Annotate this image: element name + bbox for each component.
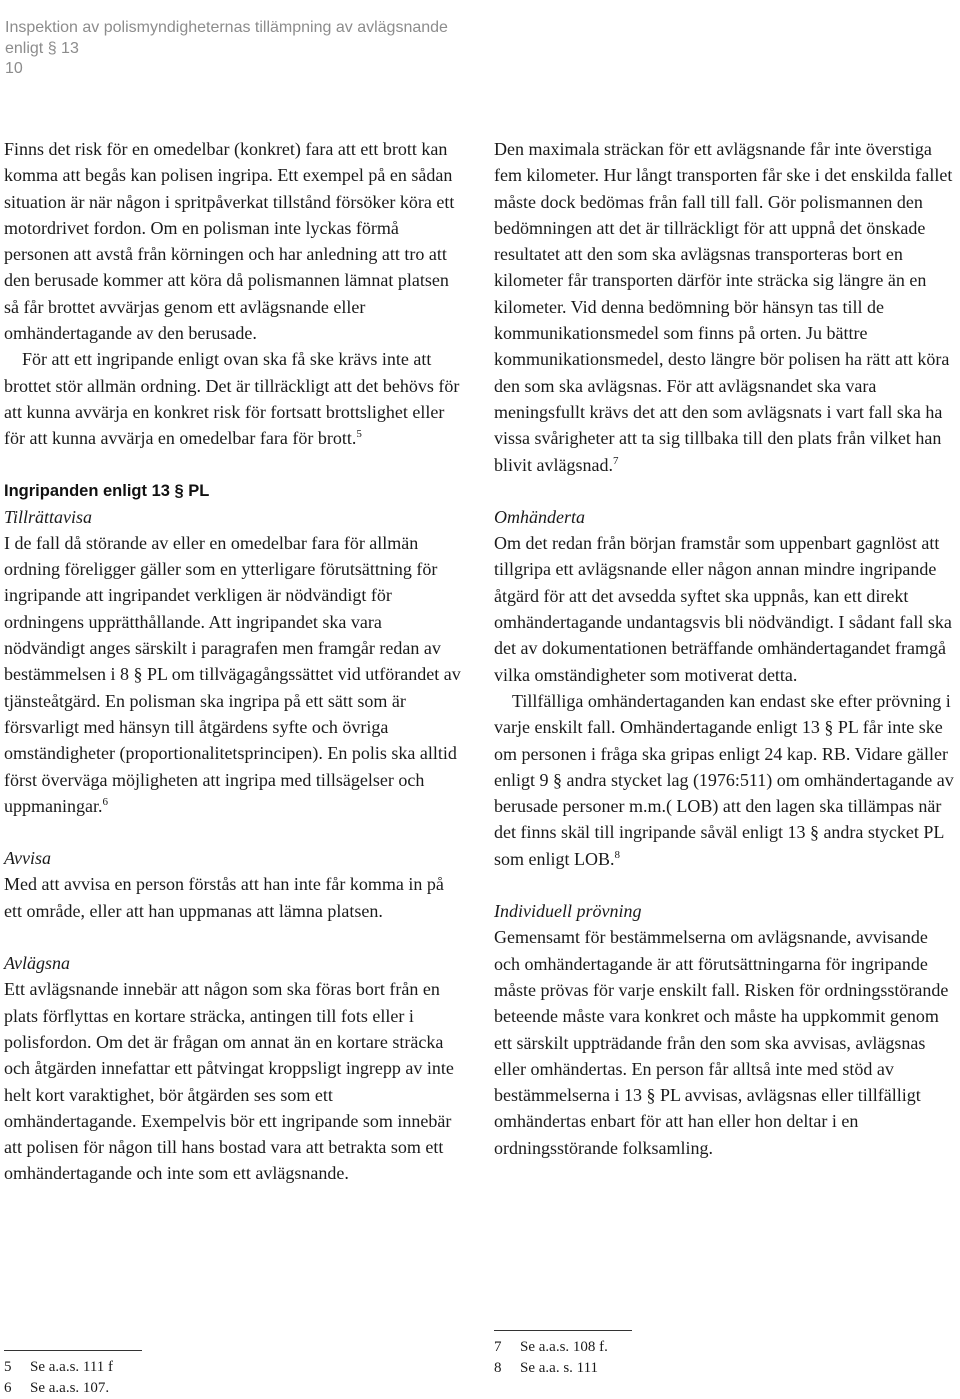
footnote-ref: 8 (614, 848, 620, 861)
footnote: 5 Se a.a.s. 111 f (4, 1359, 114, 1375)
subheading: Tillrättavisa (4, 506, 93, 527)
paragraph: Den maximala sträckan för ett avlägsnande får inte överstiga fem kilometer. Hur långt transporten får ske i det enskilda fallet måste dock bedömas från fall till fall. Gör polismannen den bedömningen att det är tillräckligt för att uppnå det önskade resultatet att den som ska avlägsnas transporteras bort en kilometer får transporten därför inte sträcka sig längre än en kilometer. Vid denna bedömning bör hänsyn tas till de kommunikationsmedel som finns på orten. Ju bättre kommunikationsmedel, desto längre bör polisen ha rätt att köra den som ska avlägsnas. För att avlägsnandet ska vara meningsfullt krävs det att den som avlägsnats i vart fall ska ha vissa svårigheter att ta sig tillbaka till den plats från vilket han blivit avlägsnad.$^7$ (494, 139, 953, 475)
subheading: Individuell prövning (494, 901, 642, 922)
header-title-cont: enligt § 13 (5, 39, 79, 57)
paragraph: I de fall då störande av eller en omedelbar fara för allmän ordning föreligger gäller som en ytterligare förutsättning för ingripande att ingripandet verkligen är nödvändigt för ordningens upprätthållande. Att ingripandet ska vara nödvändigt anges särskilt i paragrafen men framgår redan av bestämmelsen i 8 § PL om tillvägagångssättet vid utförandet av tjänsteåtgärd. En polisman ska ingripa på ett sätt som är försvarligt med hänsyn till åtgärdens syfte och övriga omständigheter (proportionalitetsprincipen). En polis ska alltid först överväga möjligheten att ingripa med tillsägelser och uppmaningar.$^6$ (4, 532, 461, 816)
paragraph: Med att avvisa en person förstås att han inte får komma in på ett område, eller att han uppmanas att lämna platsen. (4, 874, 444, 921)
subheading: Avvisa (4, 848, 51, 869)
paragraph: Ett avlägsnande innebär att någon som ska föras bort från en plats förflyttas en kortare sträcka, antingen till fots eller i polisfordon. Om det är frågan om annat än en kortare sträcka och åtgärden innefattar ett påtvingat kroppsligt ingrepp av inte helt kort varaktighet, bör åtgärden ses som ett omhändertagande. Exempelvis bör ett ingripande som innebär att polisen för någon till hans bostad vara att betrakta som ett omhändertagande och inte som ett avlägsnande. (4, 979, 454, 1184)
footnotes-left (4, 1357, 113, 1399)
footnote-ref: 7 (612, 454, 619, 467)
footnote-ref: 5 (356, 428, 362, 441)
subheading: Omhänderta (494, 506, 585, 527)
footnotes-right (494, 1337, 608, 1379)
subheading: Avlägsna (4, 953, 70, 974)
right-column (494, 136, 956, 1161)
footnote: 8 Se a.a. s. 111 (494, 1360, 599, 1376)
paragraph: För att ett ingripande enligt ovan ska få ske krävs inte att brottet stör allmän ordning. Det är tillräckligt att det behövs för att kunna avvärja en konkret risk för fortsatt brottslighet eller för att kunna avvärja en omedelbar fara för brott.$^5$ (4, 349, 460, 449)
paragraph: Tillfälliga omhändertaganden kan endast ske efter prövning i varje enskilt fall. Omhändertagande enligt 13 § PL får inte ske om personen i fråga ska gripas enligt 24 kap. RB. Vidare gäller enligt 9 § andra stycket lag (1976:511) om omhändertagande av berusade personer m.m.( LOB) att den lagen ska tillämpas när det finns skäl till ingripande såväl enligt 13 § andra stycket PL som enligt LOB.$^8$ (494, 690, 954, 869)
paragraph: Om det redan från början framstår som uppenbart gagnlöst att tillgripa ett avlägsnande eller någon annan mindre ingripande åtgärd för att det avsedda syftet ska uppnås, kan ett direkt omhändertagande undantagsvis bli nödvändigt. I sådant fall ska det av dokumentationen beträffande omhändertagandet framgå vilka omständigheter som motiverat detta. (494, 533, 952, 685)
footnote-rule (494, 1330, 632, 1331)
paragraph: Finns det risk för en omedelbar (konkret) fara att ett brott kan komma att begås kan polisen ingripa. Ett exempel på en sådan situation är när någon i spritpåverkat tillstånd försöker köra ett motordrivet fordon. Om en polisman inte lyckas förmå personen att avstå från körningen och har anledning att tro att den berusade kommer att köra då polismannen lämnat platsen så får brottet avvärjas genom ett avlägsnande eller omhändertagande av den berusade. (4, 139, 455, 344)
footnote-ref: 6 (102, 795, 108, 808)
page-number: 10 (5, 60, 23, 77)
running-header (5, 18, 448, 80)
left-column (4, 136, 466, 1187)
footnote: 6 Se a.a.s. 107. (4, 1380, 110, 1396)
header-title: Inspektion av polismyndigheternas tillämpning av avlägsnande (5, 19, 448, 36)
paragraph: Gemensamt för bestämmelserna om avlägsnande, avvisande och omhändertagande är att förutsättningarna för ingripande måste prövas för varje enskilt fall. Risken för ordningsstörande beteende måste vara konkret och måste ha uppkommit genom ett särskilt uppträdande från den som ska avvisas, avlägsnas eller omhändertas. En person får alltså inte med stöd av bestämmelserna i 13 § PL avvisas, avlägsnas eller tillfälligt omhändertas enbart för att han eller hon deltar i en ordningsstörande folksamling. (494, 927, 949, 1158)
section-heading: Ingripanden enligt 13 § PL (4, 481, 210, 500)
footnote-rule (4, 1350, 142, 1351)
footnote: 7 Se a.a.s. 108 f. (494, 1339, 608, 1355)
